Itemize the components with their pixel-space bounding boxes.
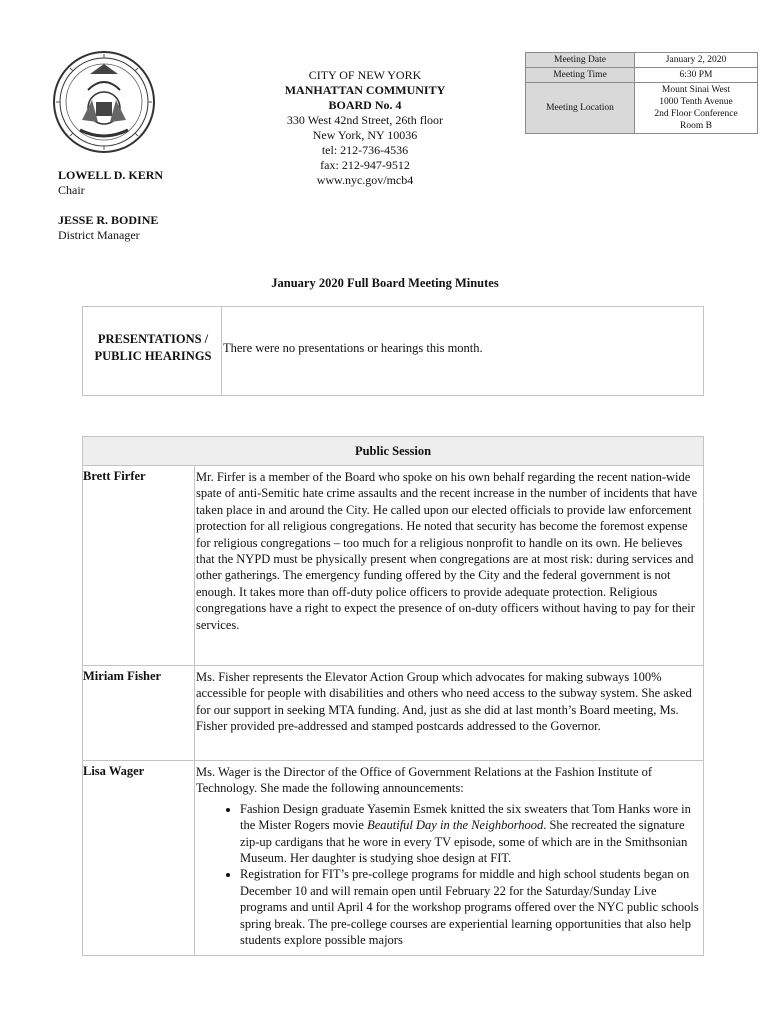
speaker-name: Brett Firfer xyxy=(83,469,146,483)
meeting-date-value: January 2, 2020 xyxy=(635,53,758,68)
letterhead-board-line2: BOARD No. 4 xyxy=(328,98,402,112)
column-divider xyxy=(221,307,222,395)
letterhead-address2: New York, NY 10036 xyxy=(312,128,418,142)
presentations-header-line2: PUBLIC HEARINGS xyxy=(94,349,212,363)
letterhead-website: www.nyc.gov/mcb4 xyxy=(316,173,414,187)
announcement-text: Fashion Design graduate Yasemin Esmek knitted the six sweaters that Tom Hanks wore in the Mister Rogers movie xyxy=(240,801,691,833)
presentations-table xyxy=(82,306,704,396)
city-seal xyxy=(52,50,156,154)
meeting-location-row xyxy=(526,83,758,134)
speaker-remarks-block xyxy=(195,761,703,950)
announcement-text: . She recreated the signature zip-up cardigans that he wore in every TV episode, some of which are in the Smithsonian Museum. Her daughter is studying shoe design at FIT. xyxy=(240,818,688,866)
speaker-name: Lisa Wager xyxy=(83,764,145,778)
announcement-item: • Registration for FIT’s pre-college programs for middle and high school students began on December 10 and will remain open until February 22 for the Saturday/Sunday Live programs and until April 4 for the workshop programs offered over the NYC public schools spring break. The pre-college courses are experiential learning opportunities that also help students explore possible majors xyxy=(240,866,703,948)
chair-block xyxy=(58,168,163,198)
movie-title: Beautiful Day in the Neighborhood xyxy=(367,818,544,833)
district-manager-title: District Manager xyxy=(58,228,140,242)
speaker-row xyxy=(83,666,703,761)
location-line: 2nd Floor Conference xyxy=(654,109,738,119)
meeting-location-label: Meeting Location xyxy=(526,83,635,134)
meeting-time-value: 6:30 PM xyxy=(635,68,758,83)
letterhead xyxy=(262,68,468,188)
meeting-date-label: Meeting Date xyxy=(526,53,635,68)
meeting-info-table xyxy=(525,52,758,134)
meeting-date-row xyxy=(526,53,758,68)
letterhead-address1: 330 West 42nd Street, 26th floor xyxy=(286,113,444,127)
presentations-header xyxy=(85,331,221,365)
meeting-time-label: Meeting Time xyxy=(526,68,635,83)
speaker-remarks: Mr. Firfer is a member of the Board who spoke on his own behalf regarding the recent nation-wide spate of anti-Semitic hate crime assaults and the recent increase in the number of incidents that have taken place in and around the City. He called upon our elected officials to provide law enforcement protection for all religious congregations. He noted that security has become the foremost expense for religious congregations – too much for a religious nonprofit to handle on its own. He believes that the NYPD must be physically present when congregations are at most risk: during services and other gatherings. The emergency funding offered by the City and the federal government is not enough. It takes more than off-duty police officers to provide adequate protection. Religious congregations have a right to expect the presence of on-duty officers without having to pay for their services. xyxy=(196,470,698,632)
meeting-location-value xyxy=(635,83,758,134)
letterhead-tel: tel: 212-736-4536 xyxy=(321,143,409,157)
location-line: Room B xyxy=(680,121,712,131)
announcement-list xyxy=(196,801,703,949)
letterhead-city: CITY OF NEW YORK xyxy=(308,68,422,82)
presentations-text: There were no presentations or hearings this month. xyxy=(223,341,483,355)
public-session-table xyxy=(82,436,704,956)
speaker-row xyxy=(83,761,703,950)
chair-title: Chair xyxy=(58,183,85,197)
district-manager-name: JESSE R. BODINE xyxy=(58,213,159,227)
location-line: 1000 Tenth Avenue xyxy=(659,97,733,107)
chair-name: LOWELL D. KERN xyxy=(58,168,164,182)
presentations-header-line1: PRESENTATIONS / xyxy=(97,332,209,346)
meeting-time-row xyxy=(526,68,758,83)
public-session-header: Public Session xyxy=(83,437,703,466)
speaker-remarks: Ms. Wager is the Director of the Office of Government Relations at the Fashion Institute of Technology. She made the following announcements: xyxy=(196,765,653,796)
speaker-name: Miriam Fisher xyxy=(83,669,162,683)
document-title: January 2020 Full Board Meeting Minutes xyxy=(271,276,499,290)
speaker-row xyxy=(83,466,703,666)
speaker-remarks: Ms. Fisher represents the Elevator Action Group which advocates for making subways 100% accessible for people with disabilities and others who need access to the subway system. She asked for our support in seeking MTA funding. And, just as she did at last month’s Board meeting, Ms. Fisher provided pre-addressed and stamped postcards addressed to the Governor. xyxy=(196,670,692,734)
letterhead-board-line1: MANHATTAN COMMUNITY xyxy=(284,83,446,97)
location-line: Mount Sinai West xyxy=(661,85,731,95)
letterhead-fax: fax: 212-947-9512 xyxy=(320,158,410,172)
announcement-item xyxy=(240,801,703,867)
district-manager-block xyxy=(58,213,158,243)
